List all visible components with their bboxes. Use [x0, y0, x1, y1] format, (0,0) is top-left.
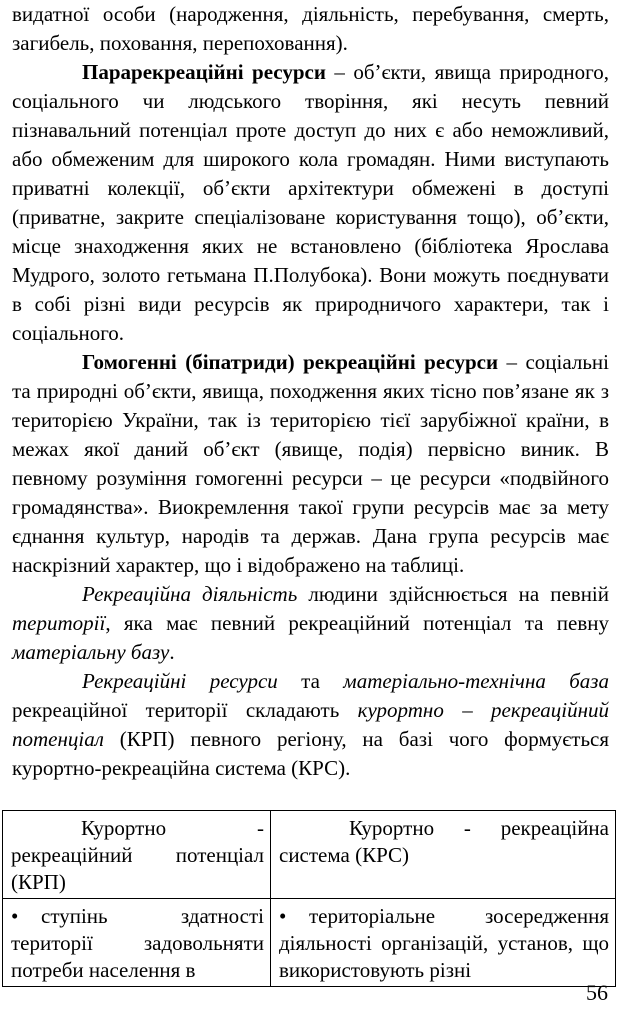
table-header-cell: Курортно - рекреаційний потенціал (КРП) [3, 811, 271, 899]
table-header-row [3, 811, 616, 899]
paragraph-text: та [277, 669, 344, 693]
table-cell [3, 899, 271, 987]
term-italic: матеріально-технічна база [343, 669, 609, 693]
table-row [3, 899, 616, 987]
table-cell [271, 899, 616, 987]
bullet-icon: • [279, 904, 287, 928]
bullet-icon: • [11, 904, 19, 928]
term-pararecreational: Парарекреаційні ресурси [82, 60, 326, 84]
paragraph-text: , яка має певний рекреаційний потенціал та певну [105, 611, 609, 635]
document-page [12, 0, 609, 783]
paragraph-text: рекреаційної території складають [12, 698, 358, 722]
term-italic: матеріальну базу [12, 640, 170, 664]
term-italic: курортно – рекреаційний потенціал [12, 698, 609, 751]
paragraph-homogeneous [12, 348, 609, 580]
term-italic: території [12, 611, 106, 635]
paragraph-text: людини здійснюється на певній [297, 582, 609, 606]
paragraph-recreational-resources [12, 667, 609, 783]
table-header-cell: Курортно - рекреаційна система (КРС) [271, 811, 616, 899]
term-homogeneous: Гомогенні (біпатриди) рекреаційні ресурси [82, 350, 499, 374]
term-italic: Рекреаційна діяльність [82, 582, 298, 606]
paragraph-continuation: видатної особи (народження, діяльність, перебування, смерть, загибель, поховання, перепоховання). [12, 2, 609, 55]
paragraph-text: . [169, 640, 175, 664]
paragraph-text: – об’єкти, явища природного, соціального чи людського творіння, які несуть певний пізнавальний потенціал проте доступ до них є або неможливий, або обмеженим для широкого кола громадян. Ними виступають приватні колекції, об’єкти архітектури обмежені в доступі (приватне, закрите спеціалізоване користування тощо), об’єкти, місце знаходження яких не встановлено (бібліотека Ярослава Мудрого, золото гетьмана П.Полубока). Вони можуть поєднувати в собі різні види ресурсів як природничого характери, так і соціального. [12, 60, 609, 345]
paragraph-recreational-activity [12, 580, 609, 667]
paragraph-pararecreational [12, 58, 609, 348]
paragraph-text: (КРП) певного регіону, на базі чого формується курортно-рекреаційна система (КРС). [12, 727, 609, 780]
comparison-table [2, 810, 616, 987]
cell-text: ступінь здатності території задовольняти потреби населення в [11, 904, 264, 982]
term-italic: Рекреаційні ресурси [82, 669, 278, 693]
paragraph-text: – соціальні та природні об’єкти, явища, походження яких тісно пов’язане як з територією України, так із територією тієї зарубіжної країни, в межах якої даний об’єкт (явище, подія) первісно виник. В певному розуміння гомогенні ресурси – це ресурси «подвійного громадянства». Виокремлення такої групи ресурсів має за мету єднання культур, народів та держав. Дана група ресурсів має наскрізний характер, що і відображено на таблиці. [12, 350, 609, 577]
cell-text: територіальне зосередження діяльності організацій, установ, що використовують різні [279, 904, 609, 982]
page-number: 56 [586, 980, 608, 1005]
